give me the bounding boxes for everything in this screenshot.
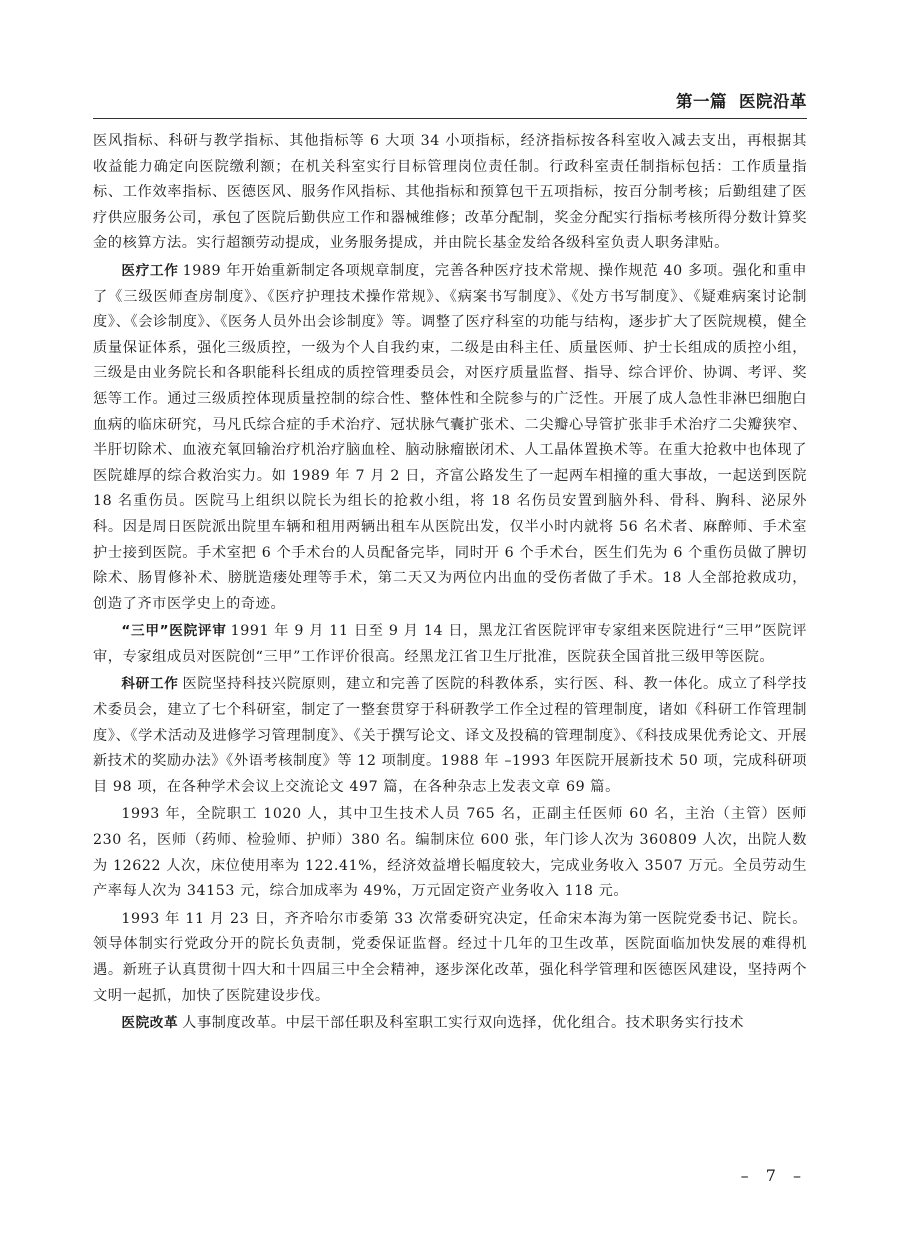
paragraph-research-work [93, 672, 807, 800]
paragraph-text: 人事制度改革。中层干部任职及科室职工实行双向选择，优化组合。技术职务实行技术 [182, 1015, 745, 1032]
chapter-title: 医院沿革 [739, 92, 807, 111]
paragraph-text: 1993 年 11 月 23 日，齐齐哈尔市委第 33 次常委研究决定，任命宋本海为第一医院党委书记、院长。领导体制实行党政分开的院长负责制，党委保证监督。经过十几年的卫生改革，医院面临加快发展的难得机遇。新班子认真贯彻十四大和十四届三中全会精神，逐步深化改革，强化科学管理和医德医风建设，坚持两个文明一起抓，加快了医院建设步伐。 [93, 910, 807, 1004]
paragraph-text: 1991 年 9 月 11 日至 9 月 14 日，黑龙江省医院评审专家组来医院进行“三甲”医院评审，专家组成员对医院创“三甲”工作评价很高。经黑龙江省卫生厅批准，医院获全国首批三级甲等医院。 [93, 623, 808, 665]
paragraph-text: 医院坚持科技兴院原则，建立和完善了医院的科教体系，实行医、科、教一体化。成立了科学技术委员会，建立了七个科研室，制定了一整套贯穿于科研教学工作全过程的管理制度，诸如《科研工作管理制度》、《学术活动及进修学习管理制度》、《关于撰写论文、译文及投稿的管理制度》、《科技成果优秀论文、开展新技术的奖励办法》《外语考核制度》等 12 项制度。1988 年 –1993 年医院开展新技术 50 项，完成科研项目 98 项，在各种学术会议上交流论文 497 篇，在各种杂志上发表文章 69 篇。 [93, 676, 807, 795]
header-rule [93, 118, 807, 119]
paragraph-text: 医风指标、科研与教学指标、其他指标等 6 大项 34 小项指标，经济指标按各科室收入减去支出，再根据其收益能力确定向医院缴利额；在机关科室实行目标管理岗位责任制。行政科室责任制指标包括：工作质量指标、工作效率指标、医德医风、服务作风指标、其他指标和预算包干五项指标，按百分制考核；后勤组建了医疗供应服务公司，承包了医院后勤供应工作和器械维修；改革分配制，奖金分配实行指标考核所得分数计算奖金的核算方法。实行超额劳动提成，业务服务提成，并由院长基金发给各级科室负责人职务津贴。 [93, 133, 807, 252]
paragraph-leadership [93, 907, 807, 1009]
section-lead-hospital-reform: 医院改革 [121, 1015, 179, 1032]
paragraph-continuation [93, 129, 807, 257]
paragraph-medical-work [93, 259, 807, 617]
section-lead-hospital-review: “三甲”医院评审 [121, 623, 227, 640]
paragraph-hospital-review [93, 619, 807, 670]
paragraph-hospital-reform [93, 1011, 807, 1037]
body-text [93, 129, 807, 1039]
paragraph-text: 1993 年，全院职工 1020 人，其中卫生技术人员 765 名，正副主任医师 60 名，主治（主管）医师 230 名，医师（药师、检验师、护师）380 名。编制床位 600 张，年门诊人次为 360809 人次，出院人数为 12622 人次，床位使用率为 122.41%，经济效益增长幅度较大，完成业务收入 3507 万元。全员劳动生产率每人次为 34153 元，综合加成率为 49%，万元固定资产业务收入 118 元。 [93, 806, 807, 900]
section-lead-research-work: 科研工作 [121, 676, 179, 693]
running-header [93, 88, 807, 116]
part-label: 第一篇 [676, 92, 727, 111]
section-lead-medical-work: 医疗工作 [121, 262, 179, 279]
paragraph-text: 1989 年开始重新制定各项规章制度，完善各种医疗技术常规、操作规范 40 多项。强化和重申了《三级医师查房制度》、《医疗护理技术操作常规》、《病案书写制度》、《处方书写制度》、《疑难病案讨论制度》、《会诊制度》、《医务人员外出会诊制度》等。调整了医疗科室的功能与结构，逐步扩大了医院规模，健全质量保证体系，强化三级质控，一级为个人自我约束，二级是由科主任、质量医师、护士长组成的质控小组，三级是由业务院长和各职能科长组成的质控管理委员会，对医疗质量监督、指导、综合评价、协调、考评、奖惩等工作。通过三级质控体现质量控制的综合性、整体性和全院参与的广泛性。开展了成人急性非淋巴细胞白血病的临床研究，马凡氏综合症的手术治疗、冠状脉气囊扩张术、二尖瓣心导管扩张非手术治疗二尖瓣狭窄、半肝切除术、血液充氧回输治疗机治疗脑血栓、脑动脉瘤嵌闭术、人工晶体置换术等。在重大抢救中也体现了医院雄厚的综合救治实力。如 1989 年 7 月 2 日，齐富公路发生了一起两车相撞的重大事故，一起送到医院 18 名重伤员。医院马上组织以院长为组长的抢救小组，将 18 名伤员安置到脑外科、骨科、胸科、泌尿外科。因是周日医院派出院里车辆和租用两辆出租车从医院出发，仅半小时内就将 56 名术者、麻醉师、手术室护士接到医院。手术室把 6 个手术台的人员配备完毕，同时开 6 个手术台，医生们先为 6 个重伤员做了脾切除术、肠胃修补术、膀胱造瘘处理等手术，第二天又为两位内出血的受伤者做了手术。18 人全部抢救成功，创造了齐市医学史上的奇迹。 [93, 262, 807, 612]
page-number: – 7 – [740, 1166, 807, 1185]
paragraph-1993-statistics [93, 802, 807, 904]
